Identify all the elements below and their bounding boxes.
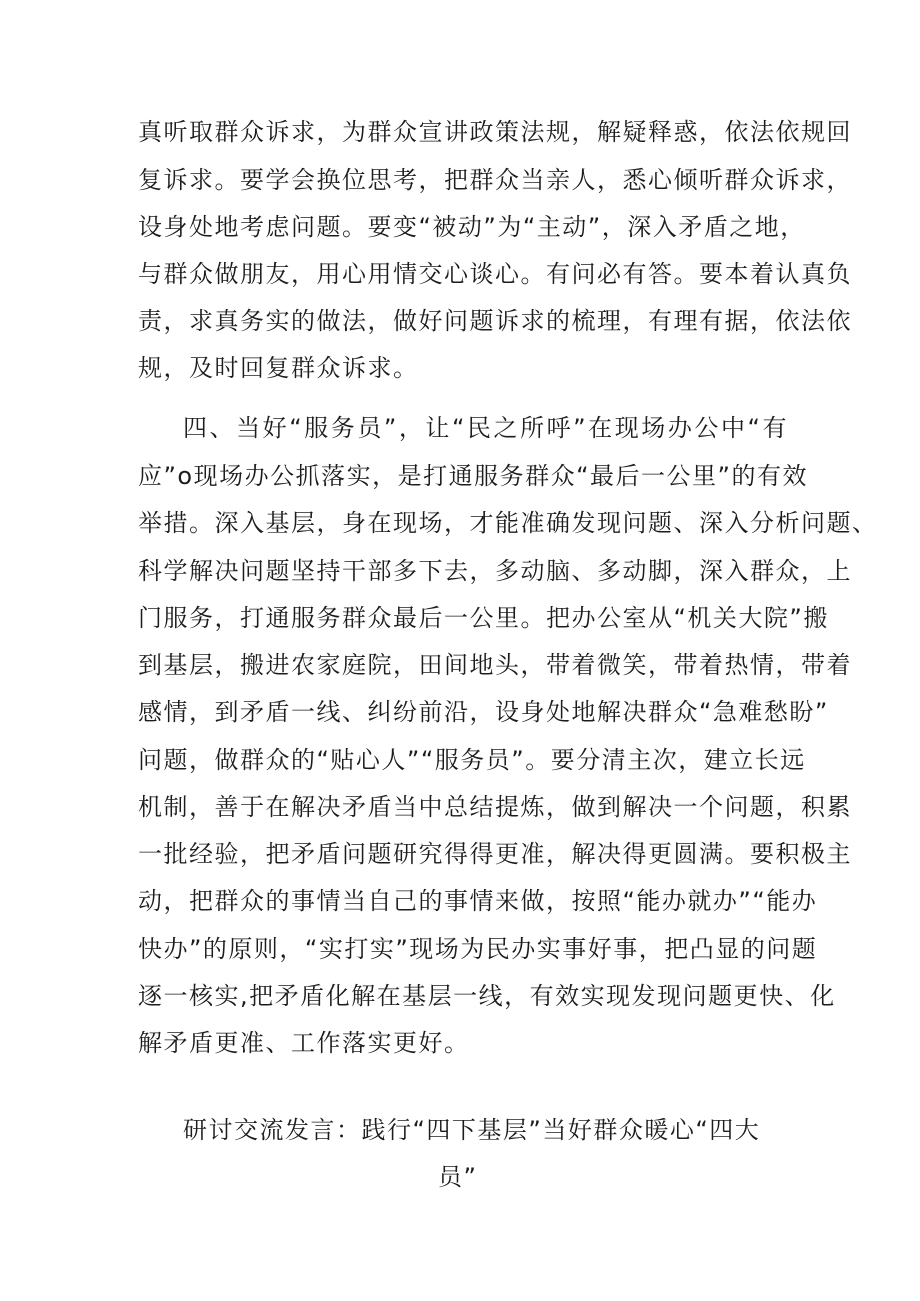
paragraph-line: 一批经验，把矛盾问题研究得得更准，解决得更圆满。要积极主 [138,840,852,868]
paragraph-line: 责，求真务实的做法，做好问题诉求的梳理，有理有据，依法依 [138,307,852,335]
paragraph-line: 真听取群众诉求，为群众宣讲政策法规，解疑释惑，依法依规回 [138,118,852,146]
paragraph-line: 与群众做朋友，用心用情交心谈心。有问必有答。要本着认真负 [138,260,852,288]
paragraph-line: 应”o现场办公抓落实，是打通服务群众“最后一公里”的有效 [138,462,808,490]
paragraph-line: 复诉求。要学会换位思考，把群众当亲人，悉心倾听群众诉求， [138,166,852,194]
paragraph-line: 机制，善于在解决矛盾当中总结提炼，做到解决一个问题，积累 [138,793,852,821]
paragraph-line: 规，及时回复群众诉求。 [138,354,419,382]
paragraph-line: 举措。深入基层，身在现场，才能准确发现问题、深入分析问题、 [138,509,878,537]
paragraph-line: 设身处地考虑问题。要变“被动”为“主动”，深入矛盾之地， [138,213,806,241]
paragraph-line: 感情，到矛盾一线、纠纷前沿，设身处地解决群众“急难愁盼” [138,698,829,726]
paragraph-line: 快办”的原则，“实打实”现场为民办实事好事，把凸显的问题 [138,935,818,963]
paragraph-line: 逐一核实,把矛盾化解在基层一线，有效实现发现问题更快、化 [138,982,836,1010]
paragraph-line: 解矛盾更准、工作落实更好。 [138,1029,470,1057]
paragraph-line: 动，把群众的事情当自己的事情来做，按照“能办就办”“能办 [138,887,818,915]
paragraph-line: 问题，做群众的“贴心人”“服务员”。要分清主次，建立长远 [138,746,806,774]
paragraph-line: 科学解决问题坚持干部多下去，多动脑、多动脚，深入群众，上 [138,557,852,585]
title-line-2: 员” [438,1163,478,1191]
paragraph-line: 四、当好“服务员”，让“民之所呼”在现场办公中“有 [183,414,788,442]
title-line-1: 研讨交流发言：践行“四下基层”当好群众暖心“四大 [183,1116,761,1144]
paragraph-line: 到基层，搬进农家庭院，田间地头，带着微笑，带着热情，带着 [138,651,852,679]
paragraph-line: 门服务，打通服务群众最后一公里。把办公室从“机关大院”搬 [138,604,829,632]
